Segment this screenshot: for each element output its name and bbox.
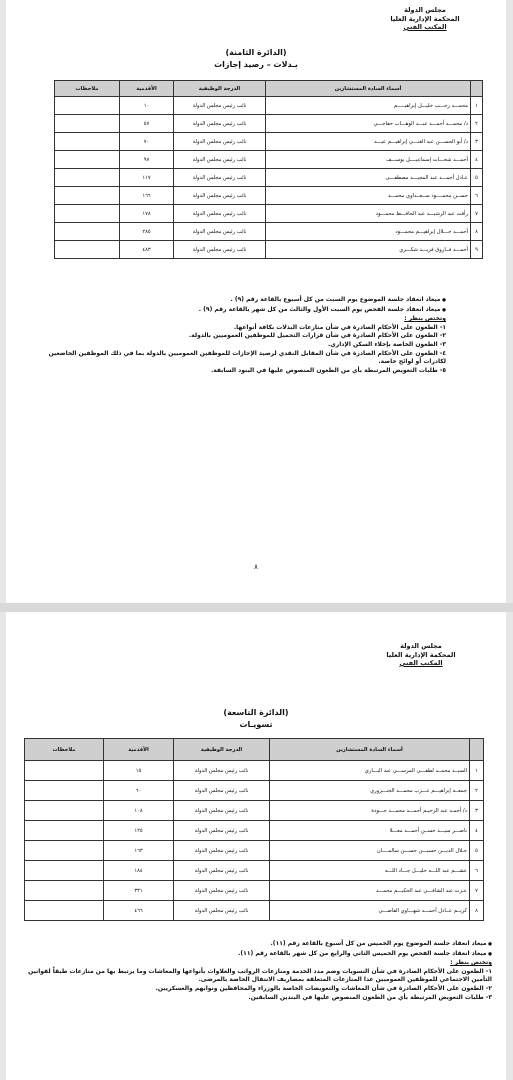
job-grade: نائب رئيس مجلس الدولة (174, 781, 270, 801)
notes-cell (25, 861, 104, 881)
seniority: ٤٦٦ (104, 901, 174, 921)
seniority: ١٦٣ (104, 841, 174, 861)
seniority: ١٥ (104, 761, 174, 781)
job-grade: نائب رئيس مجلس الدولة (174, 241, 266, 259)
seniority: ٧٠ (120, 133, 174, 151)
circuit-subtitle: بـدلات – رصيد إجازات (214, 60, 298, 69)
table-row (55, 241, 483, 259)
row-index: ٣ (471, 133, 483, 151)
seniority: ١٦٦ (120, 187, 174, 205)
header-line: مجلس الدولة (404, 6, 446, 14)
col-header-seniority: الأقدمية (104, 739, 174, 761)
specialization-item: ٥- طلبات التعويض المرتبطة بأي من الطعون المنصوص عليها في البنود السابقة. (210, 366, 446, 374)
job-grade: نائب رئيس مجلس الدولة (174, 881, 270, 901)
document-page-1 (6, 0, 506, 603)
judge-name: حســن محمــــود ســعــداوي محمـــد (266, 187, 471, 205)
notes-cell (25, 781, 104, 801)
job-grade: نائب رئيس مجلس الدولة (174, 151, 266, 169)
notes-cell (55, 169, 120, 187)
table-row (25, 901, 484, 921)
judge-name: عـادل أحمـــد عبد المجيـــد مصطفـــى (266, 169, 471, 187)
seniority: ١٠ (120, 97, 174, 115)
judges-table (24, 738, 484, 921)
row-index: ٤ (471, 151, 483, 169)
notes-cell (55, 205, 120, 223)
notes-cell (55, 151, 120, 169)
job-grade: نائب رئيس مجلس الدولة (174, 205, 266, 223)
table-row (55, 115, 483, 133)
session-notes (18, 940, 492, 1002)
notes-cell (55, 241, 120, 259)
seniority: ٦٠ (104, 781, 174, 801)
row-index: ٦ (471, 187, 483, 205)
table-row (55, 223, 483, 241)
row-index: ٢ (471, 115, 483, 133)
seniority: ١٨٤ (104, 861, 174, 881)
job-grade: نائب رئيس مجلس الدولة (174, 223, 266, 241)
job-grade: نائب رئيس مجلس الدولة (174, 801, 270, 821)
job-grade: نائب رئيس مجلس الدولة (174, 187, 266, 205)
table-row (55, 133, 483, 151)
job-grade: نائب رئيس مجلس الدولة (174, 133, 266, 151)
seniority: ١٧٨ (120, 205, 174, 223)
session-bullet: ● ميعاد انعقاد جلسة الموضوع يوم الخميس من كل أسبوع بالقاعة رقم (١١). (18, 940, 492, 950)
judge-name: جـلال الديـــن حسيـــن حســـن سالمــــان (270, 841, 470, 861)
judge-name: جمعــه إبراهيـــم عـــزب محمـــد الجنـــزوري (270, 781, 470, 801)
specialization-item: ١- الطعون على الأحكام الصادرة في شأن منازعات البدلات بكافة أنواعها. (233, 323, 446, 331)
row-index: ١ (471, 97, 483, 115)
notes-cell (25, 881, 104, 901)
judge-name: د/ أبو الحســـن عبد الغنـــي إبراهيـــم عيـــد (266, 133, 471, 151)
circuit-subtitle: تسويـات (239, 720, 273, 729)
judge-name: كريــم عــادل أحمـــد شهـــاوي القاضـــي (270, 901, 470, 921)
job-grade: نائب رئيس مجلس الدولة (174, 169, 266, 187)
job-grade: نائب رئيس مجلس الدولة (174, 861, 270, 881)
page-header (376, 642, 466, 668)
circuit-title: (الدائرة الثامنة) (225, 48, 287, 57)
col-header-grade: الدرجة الوظيفية (174, 81, 266, 97)
judge-name: أحمـــد جـــلال إبراهيـــم محمـــود (266, 223, 471, 241)
page-separator (0, 603, 513, 612)
table-row (25, 801, 484, 821)
session-bullet: ● ميعاد انعقاد جلسة الفحص يوم الخميس الثاني والرابع من كل شهر بالقاعة رقم (١١). (18, 950, 492, 960)
col-header-seniority: الأقدمية (120, 81, 174, 97)
row-index: ٥ (471, 169, 483, 187)
table-row (55, 187, 483, 205)
table-row (25, 861, 484, 881)
specialization-item: ٢- الطعون على الأحكام الصادرة في شأن المعاشات والتعويضات الخاصة بالوزراء والمحافظين ونوابهم والعسكريين. (155, 984, 492, 992)
header-line: المحكمة الإدارية العليا (386, 650, 456, 659)
notes-cell (55, 115, 120, 133)
table-row (55, 205, 483, 223)
col-header-names: أسماء السادة المستشارين (266, 81, 471, 97)
header-line: المكتب الفني (399, 659, 443, 667)
row-index: ٤ (470, 821, 484, 841)
seniority: ١١٧ (120, 169, 174, 187)
judge-name: أحمـــد فــاروق فريـــد شكـــري (266, 241, 471, 259)
notes-cell (25, 901, 104, 921)
seniority: ٢٨٥ (120, 223, 174, 241)
table-row (25, 821, 484, 841)
job-grade: نائب رئيس مجلس الدولة (174, 821, 270, 841)
row-index: ٥ (470, 841, 484, 861)
col-header-names: أسماء السادة المستشارين (270, 739, 470, 761)
col-header-grade: الدرجة الوظيفية (174, 739, 270, 761)
job-grade: نائب رئيس مجلس الدولة (174, 97, 266, 115)
seniority: ٤٨٣ (120, 241, 174, 259)
job-grade: نائب رئيس مجلس الدولة (174, 841, 270, 861)
specialization-title: وتختص بنظر : (450, 959, 492, 967)
row-index: ٧ (471, 205, 483, 223)
table-row (25, 841, 484, 861)
col-header-index (471, 81, 483, 97)
col-header-notes: ملاحظات (55, 81, 120, 97)
notes-cell (25, 821, 104, 841)
page-header (380, 6, 470, 32)
notes-cell (55, 133, 120, 151)
specialization-title: وتختص بنظر : (404, 315, 446, 323)
notes-cell (25, 841, 104, 861)
row-index: ٧ (470, 881, 484, 901)
seniority: ٥٧ (120, 115, 174, 133)
table-row (25, 781, 484, 801)
notes-cell (55, 97, 120, 115)
page-number: ٨ (254, 563, 258, 571)
seniority: ٩٧ (120, 151, 174, 169)
notes-cell (55, 223, 120, 241)
judges-table (54, 80, 483, 259)
col-header-index (470, 739, 484, 761)
judge-name: السيــد محمــد لطفـــي المرســـي عبد البـــاري (270, 761, 470, 781)
job-grade: نائب رئيس مجلس الدولة (174, 761, 270, 781)
judge-name: رأفت عبد الرشيـــد عبد الحافـــظ محمـــود (266, 205, 471, 223)
row-index: ٩ (471, 241, 483, 259)
row-index: ٢ (470, 781, 484, 801)
table-row (55, 151, 483, 169)
job-grade: نائب رئيس مجلس الدولة (174, 115, 266, 133)
table-row (55, 169, 483, 187)
seniority: ٣٣١ (104, 881, 174, 901)
specialization-item: ١- الطعون على الأحكام الصادرة في شأن التسويات وضم مدد الخدمة ومنازعات الرواتب والعلاوات بأنواعها والمعاشات وما يرتبط بها من منازعات طبقاً لقوانين التأمين الاجتماعي للموظفين العموميين عدا المنازعات المتعلقة بمصاريف الانتقال الخاصة بالمرضى. (28, 967, 492, 984)
session-bullet: ● ميعاد انعقاد جلسة الموضوع يوم السبت من كل أسبوع بالقاعة رقم (٩) . (46, 296, 446, 306)
judge-name: ناصـــر سيـــد حســن أحمـــد معـــلا (270, 821, 470, 841)
circuit-title: (الدائرة التاسعة) (223, 708, 289, 717)
header-line: المكتب الفني (403, 23, 447, 31)
session-notes (46, 296, 446, 375)
table-row (25, 881, 484, 901)
session-bullet: ● ميعاد انعقاد جلسة الفحص يوم السبت الأول والثالث من كل شهر بالقاعة رقم (٩) . (46, 306, 446, 316)
header-line: مجلس الدولة (400, 642, 442, 650)
judge-name: د/ محمـــد أحمـــد عبـــد الوهـــاب خفاجـــي (266, 115, 471, 133)
notes-cell (55, 187, 120, 205)
notes-cell (25, 761, 104, 781)
job-grade: نائب رئيس مجلس الدولة (174, 901, 270, 921)
seniority: ١٢٥ (104, 821, 174, 841)
specialization-item: ٣- الطعون الخاصة بإخلاء السكن الإداري. (327, 340, 446, 348)
judge-name: د/ أحمـد عبد الرحيـم أحمـــد محمـــد جـــودة (270, 801, 470, 821)
row-index: ١ (470, 761, 484, 781)
specialization-item: ٤- الطعون على الأحكام الصادرة في شأن المقابل النقدي لرصيد الإجازات للموظفين العموميين بالدولة بما في ذلك الموظفين الخاضعين لكادرات أو لوائح خاصة. (48, 349, 446, 366)
table-row (55, 97, 483, 115)
judge-name: عـزت عبد الشافـــي عبد الحكيـــم محمـــد (270, 881, 470, 901)
notes-cell (25, 801, 104, 821)
seniority: ١٠٨ (104, 801, 174, 821)
row-index: ٦ (470, 861, 484, 881)
judge-name: أحمـــد شحـــات إسماعيــــل يوســـف (266, 151, 471, 169)
table-row (25, 761, 484, 781)
specialization-item: ٢- الطعون على الأحكام الصادرة في شأن قرارات التحميل للموظفين العموميين بالدولة. (188, 332, 446, 340)
document-page-2 (6, 612, 506, 1080)
judge-name: محمـــد رجـــب خليـــل إبراهيـــــم (266, 97, 471, 115)
col-header-notes: ملاحظات (25, 739, 104, 761)
row-index: ٣ (470, 801, 484, 821)
specialization-item: ٣- طلبات التعويض المرتبطة بأي من الطعون المنصوص عليها في البندين السابقين. (248, 993, 492, 1001)
row-index: ٨ (471, 223, 483, 241)
judge-name: عشـــم عبد اللـــه خليـــل جـــاد اللـــه (270, 861, 470, 881)
row-index: ٨ (470, 901, 484, 921)
header-line: المحكمة الإدارية العليا (390, 14, 460, 23)
